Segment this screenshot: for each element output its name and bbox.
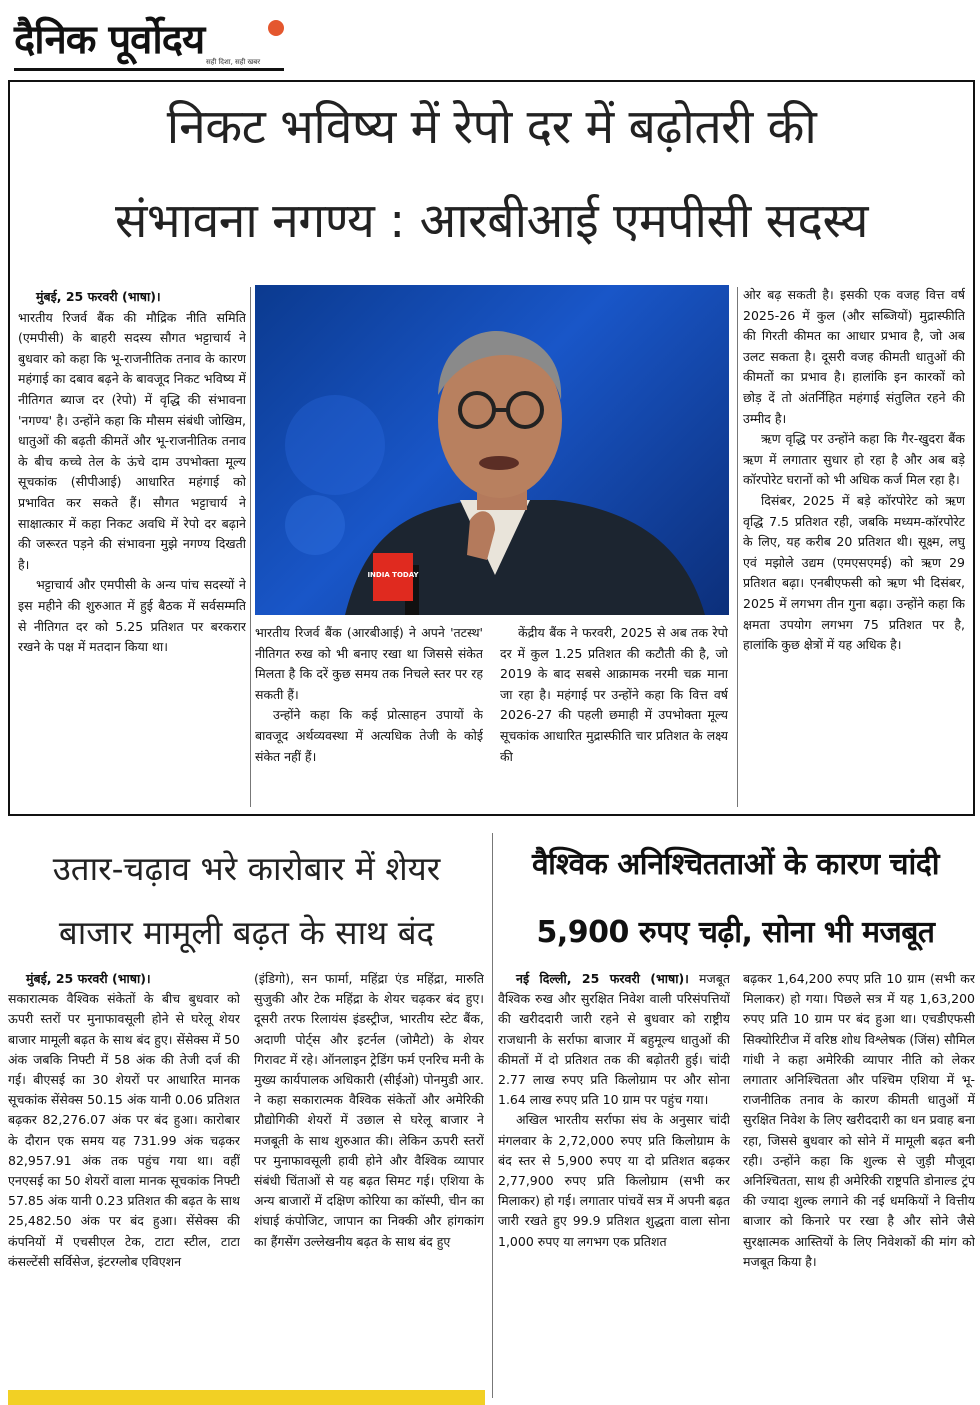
lead-col2-para-2: उन्होंने कहा कि कई प्रोत्साहन उपायों के बावजूद अर्थव्यवस्था में अत्यधिक तेजी के कोई संकेत नहीं हैं।	[255, 707, 483, 764]
bullion-col2-text: बढ़कर 1,64,200 रुपए प्रति 10 ग्राम (सभी कर मिलाकर) हो गया। पिछले सत्र में यह 1,63,200 रुपए प्रति 10 ग्राम पर बंद हुआ था। एचडीएफसी सिक्योरिटीज में वरिष्ठ शोध विश्लेषक (जिंस) सौमिल गांधी ने कहा अमेरिकी व्यापार नीति को लेकर लगातार अनिश्चितता और पश्चिम एशिया में भू-राजनीतिक तनाव के कारण कीमती धातुओं में सुरक्षित निवेश के लिए खरीददारी का धन प्रवाह बना रहा, जिससे बुधवार को सोने में मामूली बढ़त बनी रही। उन्होंने कहा कि शुल्क से जुड़ी मौजूदा अनिश्चितता, साथ ही अमेरिकी राष्ट्रपति डोनाल्ड ट्रंप की ज्यादा शुल्क लगाने की नई धमकियों ने वित्तीय बाजार को किनारे पर रखा है और सोने जैसे सुरक्षात्मक आस्तियों के लिए निवेशकों की मांग को मजबूत किया है।	[743, 971, 975, 1269]
bullion-headline-line-1: वैश्विक अनिश्चितताओं के कारण चांदी	[531, 847, 940, 882]
bullion-column-1	[498, 969, 730, 1403]
section-divider	[492, 833, 493, 1398]
bullion-column-2	[743, 969, 975, 1403]
lead-col4-para-3: दिसंबर, 2025 में बड़े कॉरपोरेट को ऋण वृद्धि 7.5 प्रतिशत रही, जबकि मध्यम-कॉरपोरेट के लिए, यह करीब 20 प्रतिशत थी। सूक्ष्म, लघु एवं मझोले उद्यम (एमएसएमई) को ऋण 29 प्रतिशत बढ़ा। एनबीएफसी को ऋण भी दिसंबर, 2025 में लगभग तीन गुना बढ़ा। उन्होंने कहा कि क्षमता उपयोग लगभग 75 प्रतिशत पर है, हालांकि कुछ क्षेत्रों में यह अधिक है।	[743, 492, 965, 653]
lead-col1-para-1: भारतीय रिजर्व बैंक की मौद्रिक नीति समिति (एमपीसी) के बाहरी सदस्य सौगत भट्टाचार्य ने बुधवार को कहा कि भू-राजनीतिक तनाव के कारण महंगाई का दबाव बढ़ने के बावजूद निकट भविष्य में नीतिगत ब्याज दर (रेपो) में वृद्धि की संभावना 'नगण्य' है। उन्होंने कहा कि मौसम संबंधी जोखिम, धातुओं की बढ़ती कीमतें और भू-राजनीतिक तनाव के बीच कच्चे तेल के ऊंचे दाम उपभोक्ता मूल्य सूचकांक (सीपीआई) आधारित महंगाई को प्रभावित कर सकते हैं। सौगत भट्टाचार्य ने साक्षात्कार में कहा निकट अवधि में रेपो दर बढ़ाने की जरूरत पड़ने की संभावना मुझे नगण्य दिखती है।	[18, 309, 246, 572]
speaker-portrait-illustration	[255, 285, 729, 615]
masthead	[10, 8, 290, 74]
newspaper-name: दैनिक पूर्वोदय	[14, 17, 205, 63]
market-headline-line-2: बाजार मामूली बढ़त के साथ बंद	[58, 913, 435, 952]
lead-column-2	[255, 623, 483, 808]
lead-headline-line-2: संभावना नगण्य : आरबीआई एमपीसी सदस्य	[114, 193, 869, 249]
lead-dateline: मुंबई, 25 फरवरी (भाषा)।	[36, 289, 161, 304]
lead-col1-para-2: भट्टाचार्य और एमपीसी के अन्य पांच सदस्यों ने इस महीने की शुरुआत में हुई बैठक में सर्वसम्मति से नीतिगत दर को 5.25 प्रतिशत पर बरकरार रखने के पक्ष में मतदान किया था।	[18, 577, 246, 655]
lead-column-4	[743, 285, 965, 810]
lead-column-3	[500, 623, 728, 808]
lower-section	[8, 823, 975, 1405]
bullion-headline-line-2: 5,900 रुपए चढ़ी, सोना भी मजबूत	[536, 915, 935, 950]
lead-column-1	[18, 287, 246, 812]
bullion-dateline: नई दिल्ली, 25 फरवरी (भाषा)।	[516, 971, 689, 986]
lead-headline-line-1: निकट भविष्य में रेपो दर में बढ़ोतरी की	[166, 99, 817, 155]
lead-col2-para-1: भारतीय रिजर्व बैंक (आरबीआई) ने अपने 'तटस्थ' नीतिगत रुख को भी बनाए रखा था जिससे संकेत मिलता है कि दरें कुछ समय तक निचले स्तर पर रह सकती हैं।	[255, 625, 483, 702]
market-column-2	[254, 969, 484, 1384]
newspaper-tagline: सही दिशा, सही खबर	[206, 58, 261, 66]
market-headline-line-1: उतार-चढ़ाव भरे कारोबार में शेयर	[52, 849, 441, 888]
column-divider	[737, 287, 738, 807]
photo-logo-text: INDIA TODAY	[367, 571, 419, 579]
bullion-col1-para-1: मजबूत वैश्विक रुख और सुरक्षित निवेश वाली परिसंपत्तियों की खरीददारी जारी रहने से बुधवार को राष्ट्रीय राजधानी के सर्राफा बाजार में बहुमूल्य धातुओं की कीमतों में दो प्रतिशत तक की बढ़ोतरी हुई। चांदी 2.77 लाख रुपए प्रति किलोग्राम पर और सोना 1.64 लाख रुपए प्रति 10 ग्राम पर पहुंच गया।	[498, 971, 730, 1108]
lead-col4-para-1: ओर बढ़ सकती है। इसकी एक वजह वित्त वर्ष 2025-26 में कुल (और सब्जियों) मुद्रास्फीति की गिरती कीमत का आधार प्रभाव है, जो अब उलट सकता है। दूसरी वजह कीमती धातुओं की कीमतों का प्रभाव है। हालांकि इन कारकों को छोड़ दें तो अंतर्निहित महंगाई संतुलित रहने की उम्मीद है।	[743, 287, 965, 426]
market-col1-text: सकारात्मक वैश्विक संकेतों के बीच बुधवार को ऊपरी स्तरों पर मुनाफावसूली होने से घरेलू शेयर बाजार मामूली बढ़त के साथ बंद हुए। सेंसेक्स में 50 अंक जबकि निफ्टी में 58 अंक की तेजी दर्ज की गई। बीएसई का 30 शेयरों पर आधारित मानक सूचकांक सेंसेक्स 50.15 अंक यानी 0.06 प्रतिशत बढ़कर 82,276.07 अंक पर बंद हुआ। कारोबार के दौरान एक समय यह 731.99 अंक चढ़कर 82,957.91 अंक तक पहुंच गया था। वहीं एनएसई का 50 शेयरों वाला मानक सूचकांक निफ्टी 57.85 अंक यानी 0.23 प्रतिशत की बढ़त के साथ 25,482.50 अंक पर बंद हुआ। सेंसेक्स की कंपनियों में एचसीएल टेक, टाटा स्टील, टाटा कंसल्टेंसी सर्विसेज, इंटरग्लोब एविएशन	[8, 991, 240, 1269]
market-col2-text: (इंडिगो), सन फार्मा, महिंद्रा एंड महिंद्रा, मारुति सुजुकी और टेक महिंद्रा के शेयर चढ़कर बंद हुए। दूसरी तरफ रिलायंस इंडस्ट्रीज, भारतीय स्टेट बैंक, अदाणी पोर्ट्स और इटर्नल (जोमैटो) के शेयर गिरावट में रहे। ऑनलाइन ट्रेडिंग फर्म एनरिच मनी के मुख्य कार्यपालक अधिकारी (सीईओ) पोनमुडी आर. ने कहा सकारात्मक वैश्विक संकेतों और अमेरिकी प्रौद्योगिकी शेयरों में उछाल से घरेलू बाजार ने मजबूती के साथ शुरुआत की। लेकिन ऊपरी स्तरों पर मुनाफावसूली हावी होने और वैश्विक व्यापार संबंधी चिंताओं से यह बढ़त सिमट गई। एशिया के अन्य बाजारों में दक्षिण कोरिया का कॉस्पी, चीन का शंघाई कंपोजिट, जापान का निक्की और हांगकांग का हैंगसेंग उल्लेखनीय बढ़त के साथ बंद हुए	[254, 971, 484, 1249]
lead-story-box	[8, 80, 975, 816]
lead-col3-para-1: केंद्रीय बैंक ने फरवरी, 2025 से अब तक रेपो दर में कुल 1.25 प्रतिशत की कटौती की है, जो 2019 के बाद सबसे आक्रामक नरमी चक्र माना जा रहा है। महंगाई पर उन्होंने कहा कि वित्त वर्ष 2026-27 की पहली छमाही में उपभोक्ता मूल्य सूचकांक आधारित मुद्रास्फीति चार प्रतिशत के लक्ष्य की	[500, 625, 728, 764]
market-dateline: मुंबई, 25 फरवरी (भाषा)।	[26, 971, 151, 986]
advert-strip	[8, 1390, 485, 1405]
lead-photo	[255, 285, 729, 615]
market-column-1	[8, 969, 240, 1384]
masthead-rule	[14, 68, 284, 71]
column-divider	[250, 287, 251, 807]
bullion-col1-para-2: अखिल भारतीय सर्राफा संघ के अनुसार चांदी मंगलवार के 2,72,000 रुपए प्रति किलोग्राम के बंद स्तर से 5,900 रुपए या दो प्रतिशत बढ़कर 2,77,900 रुपए प्रति किलोग्राम (सभी कर मिलाकर) हो गई। लगातार पांचवें सत्र में अपनी बढ़त जारी रखते हुए 99.9 प्रतिशत शुद्धता वाला सोना 1,000 रुपए या लगभग एक प्रतिशत	[498, 1112, 730, 1249]
masthead-logo-dot-icon	[268, 20, 284, 36]
lead-col4-para-2: ऋण वृद्धि पर उन्होंने कहा कि गैर-खुदरा बैंक ऋण में लगातार सुधार हो रहा है और अब बड़े कॉरपोरेट घरानों को भी अधिक कर्ज मिल रहा है।	[743, 431, 965, 488]
